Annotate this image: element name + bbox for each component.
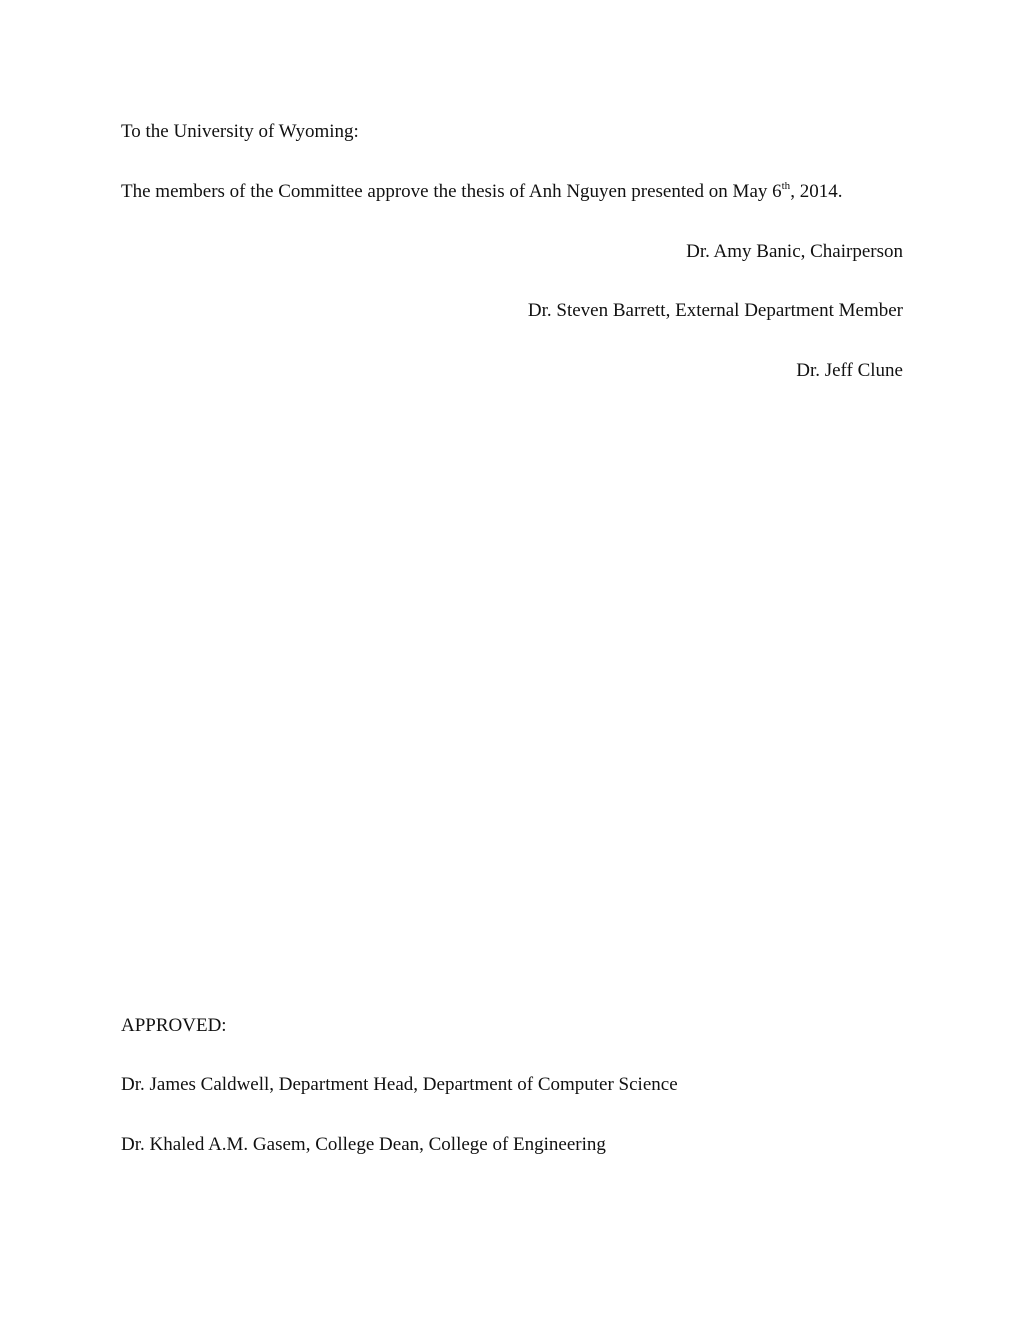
approval-statement <box>121 181 842 203</box>
salutation: To the University of Wyoming: <box>121 121 359 142</box>
approval-statement-year: , 2014. <box>790 181 843 202</box>
committee-member: Dr. Jeff Clune <box>796 360 903 381</box>
approver-department-head: Dr. James Caldwell, Department Head, Department of Computer Science <box>121 1074 678 1095</box>
committee-chairperson: Dr. Amy Banic, Chairperson <box>686 241 903 262</box>
approved-heading: APPROVED: <box>121 1015 227 1036</box>
approver-college-dean: Dr. Khaled A.M. Gasem, College Dean, College of Engineering <box>121 1134 606 1155</box>
date-ordinal-suffix: th <box>781 180 791 192</box>
committee-external-member: Dr. Steven Barrett, External Department Member <box>527 300 903 321</box>
approval-statement-text: The members of the Committee approve the thesis of Anh Nguyen presented on May 6 <box>121 181 782 202</box>
